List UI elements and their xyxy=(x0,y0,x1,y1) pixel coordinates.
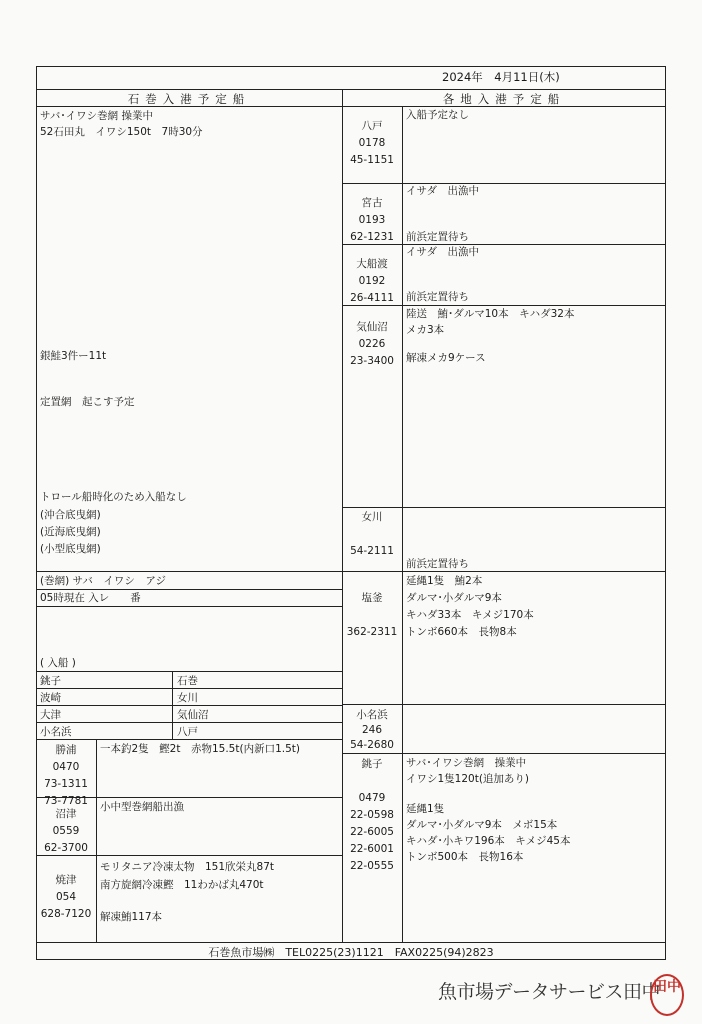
shiogama-report: 延縄1隻 鮪2本 xyxy=(406,575,483,587)
port-tel: 62-1231 xyxy=(350,231,394,243)
port-divider xyxy=(342,507,666,508)
inbound-a: 波崎 xyxy=(40,692,61,704)
inbound-b: 気仙沼 xyxy=(177,709,209,721)
handwritten-signature: 魚市場データサービス田中 xyxy=(438,981,661,1003)
yaizu-report: モリタニア冷凍太物 151欣栄丸87t xyxy=(100,861,275,873)
port-tel: 22-6005 xyxy=(350,826,394,838)
choshi-report: サバ･イワシ巻網 操業中 xyxy=(406,757,527,769)
port-name: 焼津 xyxy=(55,874,77,886)
port-ofunato xyxy=(342,256,402,307)
port-tel: 23-3400 xyxy=(350,355,394,367)
port-tel: 0193 xyxy=(358,214,386,226)
note-coastal-trawl: (近海底曳網) xyxy=(40,526,101,538)
miyako-report: 前浜定置待ち xyxy=(406,231,469,243)
note-inbound: ( 入船 ) xyxy=(40,657,76,669)
ofunato-report: イサダ 出漁中 xyxy=(406,246,479,258)
port-divider xyxy=(342,183,666,184)
inbound-a: 大津 xyxy=(40,709,61,721)
inbound-a: 小名浜 xyxy=(40,726,72,738)
port-miyako xyxy=(342,195,402,246)
port-tel: 22-0598 xyxy=(350,809,394,821)
port-name: 宮古 xyxy=(361,197,383,209)
port-name: 大船渡 xyxy=(356,258,388,270)
port-tel: 628-7120 xyxy=(40,908,92,920)
port-yaizu xyxy=(36,872,96,923)
note-entry: 05時現在 入レ 番 xyxy=(40,592,141,604)
choshi-report: 延縄1隻 xyxy=(406,803,445,815)
katsuura-report: 一本釣2隻 鰹2t 赤物15.5t(内新口1.5t) xyxy=(100,743,300,755)
yaizu-report: 南方旋網冷凍鰹 11わかば丸470t xyxy=(100,879,264,891)
port-hachinohe xyxy=(342,118,402,169)
inbound-divider xyxy=(172,671,173,739)
shiogama-report: キハダ33本 キメジ170本 xyxy=(406,609,534,621)
left-divider xyxy=(36,688,342,689)
port-shiogama xyxy=(342,590,402,641)
port-tel: 62-3700 xyxy=(44,842,88,854)
port-tel: 0479 xyxy=(358,792,386,804)
port-name: 沼津 xyxy=(55,808,77,820)
left-divider xyxy=(36,606,342,607)
note-purse-seine: サバ･イワシ巻網 操業中 xyxy=(40,110,153,122)
choshi-report: ダルマ･小ダルマ9本 メボ15本 xyxy=(406,819,558,831)
port-tel: 45-1151 xyxy=(350,154,394,166)
port-name: 気仙沼 xyxy=(356,321,388,333)
note-trawl: トロール船時化のため入船なし xyxy=(40,491,187,503)
port-tel: 246 xyxy=(361,724,383,736)
left-divider xyxy=(36,739,342,740)
onagawa-report: 前浜定置待ち xyxy=(406,558,469,570)
kesennuma-report: 陸送 鮪･ダルマ10本 キハダ32本 xyxy=(406,308,575,320)
ofunato-report: 前浜定置待ち xyxy=(406,291,469,303)
choshi-report: イワシ1隻120t(追加あり) xyxy=(406,773,530,785)
shiogama-report: ダルマ･小ダルマ9本 xyxy=(406,592,502,604)
port-numazu xyxy=(36,806,96,857)
southern-divider xyxy=(96,739,97,942)
port-tel: 0226 xyxy=(358,338,386,350)
port-name: 女川 xyxy=(361,511,383,523)
port-tel: 22-0555 xyxy=(350,860,394,872)
market-contact: 石巻魚市場㈱ TEL0225(23)1121 FAX0225(94)2823 xyxy=(208,946,494,959)
date-row-divider xyxy=(36,89,666,90)
port-tel: 73-7781 xyxy=(44,795,88,807)
port-tel: 54-2111 xyxy=(350,545,394,557)
port-tel: 0559 xyxy=(52,825,80,837)
port-name: 塩釜 xyxy=(361,592,383,604)
note-salmon: 銀鮭3件ー11t xyxy=(40,350,107,362)
note-offshore-trawl: (沖合底曳網) xyxy=(40,509,101,521)
inbound-b: 石巻 xyxy=(177,675,198,687)
note-makiami: (巻網) サバ イワシ アジ xyxy=(40,575,166,587)
port-name: 小名浜 xyxy=(356,709,388,721)
port-tel: 054 xyxy=(55,891,77,903)
left-header: 石巻入港予定船 xyxy=(127,92,251,106)
port-tel: 0470 xyxy=(52,761,80,773)
note-small-trawl: (小型底曳網) xyxy=(40,543,101,555)
port-tel: 0192 xyxy=(358,275,386,287)
footer-divider xyxy=(36,942,666,943)
port-name: 八戸 xyxy=(361,120,383,132)
left-divider xyxy=(36,722,342,723)
port-choshi xyxy=(342,756,402,875)
port-tel: 0178 xyxy=(358,137,386,149)
inbound-b: 八戸 xyxy=(177,726,198,738)
port-name: 勝浦 xyxy=(55,744,77,756)
inbound-b: 女川 xyxy=(177,692,198,704)
numazu-report: 小中型巻網船出漁 xyxy=(100,801,184,813)
left-divider xyxy=(36,589,342,590)
port-divider xyxy=(342,704,666,705)
kesennuma-report: メカ3本 xyxy=(406,324,445,336)
port-katsuura xyxy=(36,742,96,810)
port-tel: 362-2311 xyxy=(346,626,398,638)
kesennuma-report: 解凍メカ9ケース xyxy=(406,352,486,364)
right-header: 各地入港予定船 xyxy=(442,92,566,106)
left-divider xyxy=(36,571,342,572)
port-tel: 26-4111 xyxy=(350,292,394,304)
port-divider xyxy=(342,753,666,754)
name-seal: 田中 xyxy=(650,974,684,1016)
port-tel: 54-2680 xyxy=(350,739,394,751)
inbound-a: 銚子 xyxy=(40,675,61,687)
port-onahama xyxy=(342,708,402,753)
choshi-report: トンボ500本 長物16本 xyxy=(406,851,524,863)
port-name: 銚子 xyxy=(361,758,383,770)
hachinohe-report: 入船予定なし xyxy=(406,109,469,121)
yaizu-report: 解凍鮪117本 xyxy=(100,911,163,923)
port-tel: 73-1311 xyxy=(44,778,88,790)
port-onagawa xyxy=(342,509,402,560)
port-divider xyxy=(342,571,666,572)
note-ishida-maru: 52石田丸 イワシ150t 7時30分 xyxy=(40,126,203,138)
note-set-net: 定置網 起こす予定 xyxy=(40,396,135,408)
port-tel: 22-6001 xyxy=(350,843,394,855)
left-divider xyxy=(36,705,342,706)
left-divider xyxy=(36,671,342,672)
shiogama-report: トンボ660本 長物8本 xyxy=(406,626,517,638)
report-date: 2024年 4月11日(木) xyxy=(442,70,560,84)
port-kesennuma xyxy=(342,319,402,370)
choshi-report: キハダ･小キワ196本 キメジ45本 xyxy=(406,835,571,847)
miyako-report: イサダ 出漁中 xyxy=(406,185,479,197)
right-inner-divider xyxy=(402,106,403,942)
